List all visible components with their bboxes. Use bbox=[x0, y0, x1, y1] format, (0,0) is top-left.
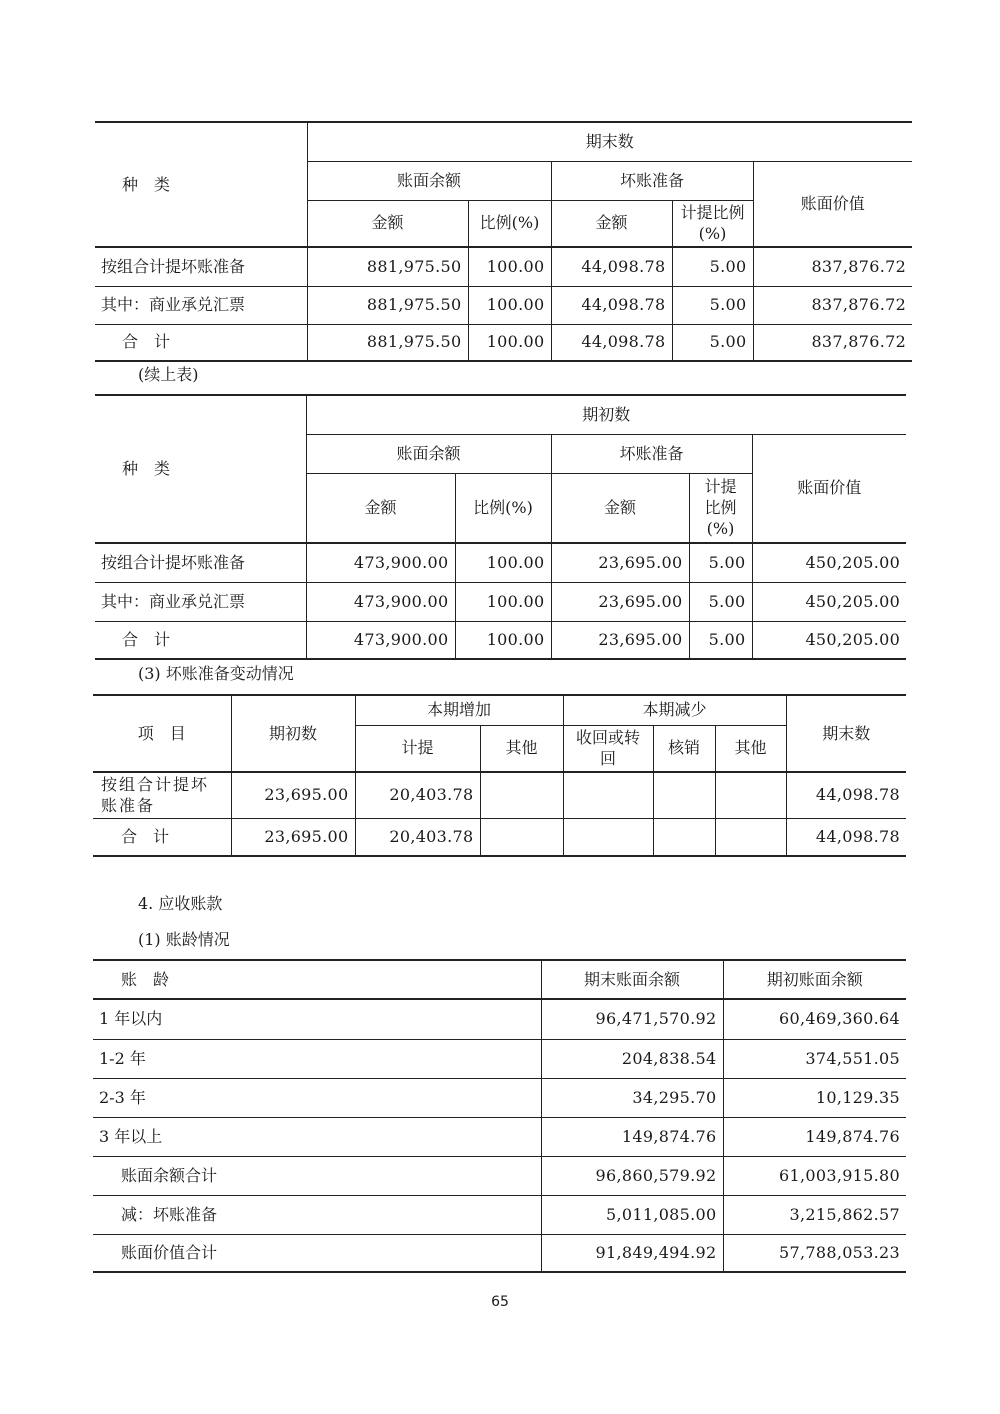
accrual-cell: 20,403.78 bbox=[355, 818, 480, 856]
aging-label: 1-2 年 bbox=[93, 1039, 541, 1078]
bad-debt-amount-cell: 44,098.78 bbox=[551, 247, 672, 286]
ratio-cell: 100.00 bbox=[455, 582, 551, 621]
page-number: 65 bbox=[491, 1294, 509, 1310]
begin-header: 期初数 bbox=[231, 695, 355, 772]
amount-cell: 473,900.00 bbox=[306, 543, 455, 582]
writeoff-header: 核销 bbox=[653, 725, 715, 772]
writeoff-cell bbox=[653, 818, 715, 856]
ratio-header: 比例(%) bbox=[455, 473, 551, 543]
begin-balance-cell: 149,874.76 bbox=[723, 1117, 906, 1156]
begin-balance-cell: 10,129.35 bbox=[723, 1078, 906, 1117]
begin-balance-cell: 60,469,360.64 bbox=[723, 999, 906, 1039]
amount-header: 金额 bbox=[306, 473, 455, 543]
writeoff-cell bbox=[653, 772, 715, 818]
table-row bbox=[93, 1195, 906, 1234]
section-4-1-title: (1) 账龄情况 bbox=[138, 930, 230, 949]
bad-debt-header: 坏账准备 bbox=[551, 161, 753, 200]
amount-cell: 473,900.00 bbox=[306, 582, 455, 621]
row-label: 按组合计提坏账准备 bbox=[93, 772, 231, 818]
book-value-cell: 450,205.00 bbox=[752, 582, 906, 621]
continued-note: (续上表) bbox=[138, 365, 199, 384]
provision-ratio-header: 计提比例(%) bbox=[672, 200, 753, 247]
increase-other-header: 其他 bbox=[480, 725, 563, 772]
begin-balance-cell: 374,551.05 bbox=[723, 1039, 906, 1078]
bad-debt-header: 坏账准备 bbox=[551, 434, 752, 473]
category-header bbox=[95, 122, 307, 247]
category-header-text: 种 类 bbox=[122, 174, 171, 194]
book-balance-header: 账面余额 bbox=[306, 434, 551, 473]
begin-balance-cell: 61,003,915.80 bbox=[723, 1156, 906, 1195]
provision-ratio-header: 计提比例(%) bbox=[689, 473, 752, 543]
provision-ratio-cell: 5.00 bbox=[689, 582, 752, 621]
amount-cell: 881,975.50 bbox=[307, 324, 468, 361]
ratio-cell: 100.00 bbox=[468, 286, 551, 324]
table-row bbox=[93, 999, 906, 1039]
table-aging bbox=[93, 959, 906, 1273]
table-row bbox=[93, 1156, 906, 1195]
aging-label: 账面价值合计 bbox=[93, 1234, 541, 1272]
table-row bbox=[93, 772, 906, 818]
section-4-title: 4. 应收账款 bbox=[138, 894, 223, 913]
bad-debt-amount-cell: 23,695.00 bbox=[551, 621, 689, 659]
table-row bbox=[95, 247, 912, 286]
provision-ratio-cell: 5.00 bbox=[672, 247, 753, 286]
table-row bbox=[95, 324, 912, 361]
table-row bbox=[93, 818, 906, 856]
aging-label: 1 年以内 bbox=[93, 999, 541, 1039]
increase-header: 本期增加 bbox=[355, 695, 563, 725]
row-label: 按组合计提坏账准备 bbox=[95, 543, 306, 582]
end-balance-header: 期末账面余额 bbox=[541, 960, 723, 999]
ratio-cell: 100.00 bbox=[468, 247, 551, 286]
end-balance-cell: 204,838.54 bbox=[541, 1039, 723, 1078]
table-period-begin bbox=[95, 394, 906, 660]
amount-cell: 881,975.50 bbox=[307, 286, 468, 324]
recover-cell bbox=[563, 772, 653, 818]
row-label: 合 计 bbox=[95, 324, 307, 361]
bad-debt-amount-cell: 23,695.00 bbox=[551, 582, 689, 621]
bad-debt-amount-header: 金额 bbox=[551, 200, 672, 247]
book-value-cell: 450,205.00 bbox=[752, 543, 906, 582]
begin-balance-header: 期初账面余额 bbox=[723, 960, 906, 999]
end-balance-cell: 34,295.70 bbox=[541, 1078, 723, 1117]
end-cell: 44,098.78 bbox=[786, 772, 906, 818]
table-row bbox=[95, 543, 906, 582]
row-label: 其中：商业承兑汇票 bbox=[95, 286, 307, 324]
ratio-cell: 100.00 bbox=[455, 543, 551, 582]
table-row bbox=[93, 1234, 906, 1272]
end-cell: 44,098.78 bbox=[786, 818, 906, 856]
end-balance-cell: 5,011,085.00 bbox=[541, 1195, 723, 1234]
ratio-cell: 100.00 bbox=[455, 621, 551, 659]
accrual-cell: 20,403.78 bbox=[355, 772, 480, 818]
aging-label: 3 年以上 bbox=[93, 1117, 541, 1156]
provision-ratio-cell: 5.00 bbox=[672, 324, 753, 361]
decrease-other-cell bbox=[715, 818, 786, 856]
table-row bbox=[95, 286, 912, 324]
bad-debt-amount-cell: 23,695.00 bbox=[551, 543, 689, 582]
row-label: 合 计 bbox=[95, 621, 306, 659]
table-row bbox=[93, 1039, 906, 1078]
aging-label: 减：坏账准备 bbox=[93, 1195, 541, 1234]
end-balance-cell: 149,874.76 bbox=[541, 1117, 723, 1156]
provision-ratio-cell: 5.00 bbox=[689, 621, 752, 659]
ratio-cell: 100.00 bbox=[468, 324, 551, 361]
table-row bbox=[93, 1078, 906, 1117]
book-value-cell: 837,876.72 bbox=[753, 247, 912, 286]
book-balance-header: 账面余额 bbox=[307, 161, 551, 200]
table-period-end bbox=[95, 121, 912, 362]
row-label: 按组合计提坏账准备 bbox=[95, 247, 307, 286]
begin-cell: 23,695.00 bbox=[231, 818, 355, 856]
decrease-other-header: 其他 bbox=[715, 725, 786, 772]
increase-other-cell bbox=[480, 818, 563, 856]
decrease-other-cell bbox=[715, 772, 786, 818]
ratio-header: 比例(%) bbox=[468, 200, 551, 247]
table-row bbox=[95, 621, 906, 659]
begin-balance-cell: 3,215,862.57 bbox=[723, 1195, 906, 1234]
accrual-header: 计提 bbox=[355, 725, 480, 772]
amount-cell: 881,975.50 bbox=[307, 247, 468, 286]
increase-other-cell bbox=[480, 772, 563, 818]
provision-ratio-cell: 5.00 bbox=[689, 543, 752, 582]
book-value-cell: 837,876.72 bbox=[753, 324, 912, 361]
amount-header: 金额 bbox=[307, 200, 468, 247]
table-row bbox=[95, 582, 906, 621]
row-label: 合 计 bbox=[93, 818, 231, 856]
book-value-header: 账面价值 bbox=[752, 434, 906, 543]
provision-ratio-cell: 5.00 bbox=[672, 286, 753, 324]
table-row bbox=[93, 1117, 906, 1156]
aging-header: 账 龄 bbox=[93, 960, 541, 999]
recover-header: 收回或转回 bbox=[563, 725, 653, 772]
aging-label: 2-3 年 bbox=[93, 1078, 541, 1117]
book-value-header: 账面价值 bbox=[753, 161, 912, 247]
table-bad-debt-change bbox=[93, 694, 906, 857]
bad-debt-amount-header: 金额 bbox=[551, 473, 689, 543]
bad-debt-amount-cell: 44,098.78 bbox=[551, 286, 672, 324]
amount-cell: 473,900.00 bbox=[306, 621, 455, 659]
end-header: 期末数 bbox=[786, 695, 906, 772]
decrease-header: 本期减少 bbox=[563, 695, 786, 725]
section-3-title: (3) 坏账准备变动情况 bbox=[138, 664, 294, 683]
row-label: 其中：商业承兑汇票 bbox=[95, 582, 306, 621]
begin-cell: 23,695.00 bbox=[231, 772, 355, 818]
item-header: 项 目 bbox=[93, 695, 231, 772]
book-value-cell: 450,205.00 bbox=[752, 621, 906, 659]
category-header-text: 种 类 bbox=[122, 459, 171, 478]
recover-cell bbox=[563, 818, 653, 856]
aging-label: 账面余额合计 bbox=[93, 1156, 541, 1195]
category-header bbox=[95, 395, 306, 543]
end-balance-cell: 96,471,570.92 bbox=[541, 999, 723, 1039]
end-balance-cell: 96,860,579.92 bbox=[541, 1156, 723, 1195]
book-value-cell: 837,876.72 bbox=[753, 286, 912, 324]
begin-balance-cell: 57,788,053.23 bbox=[723, 1234, 906, 1272]
period-header: 期末数 bbox=[307, 122, 912, 161]
period-header: 期初数 bbox=[306, 395, 906, 434]
bad-debt-amount-cell: 44,098.78 bbox=[551, 324, 672, 361]
end-balance-cell: 91,849,494.92 bbox=[541, 1234, 723, 1272]
